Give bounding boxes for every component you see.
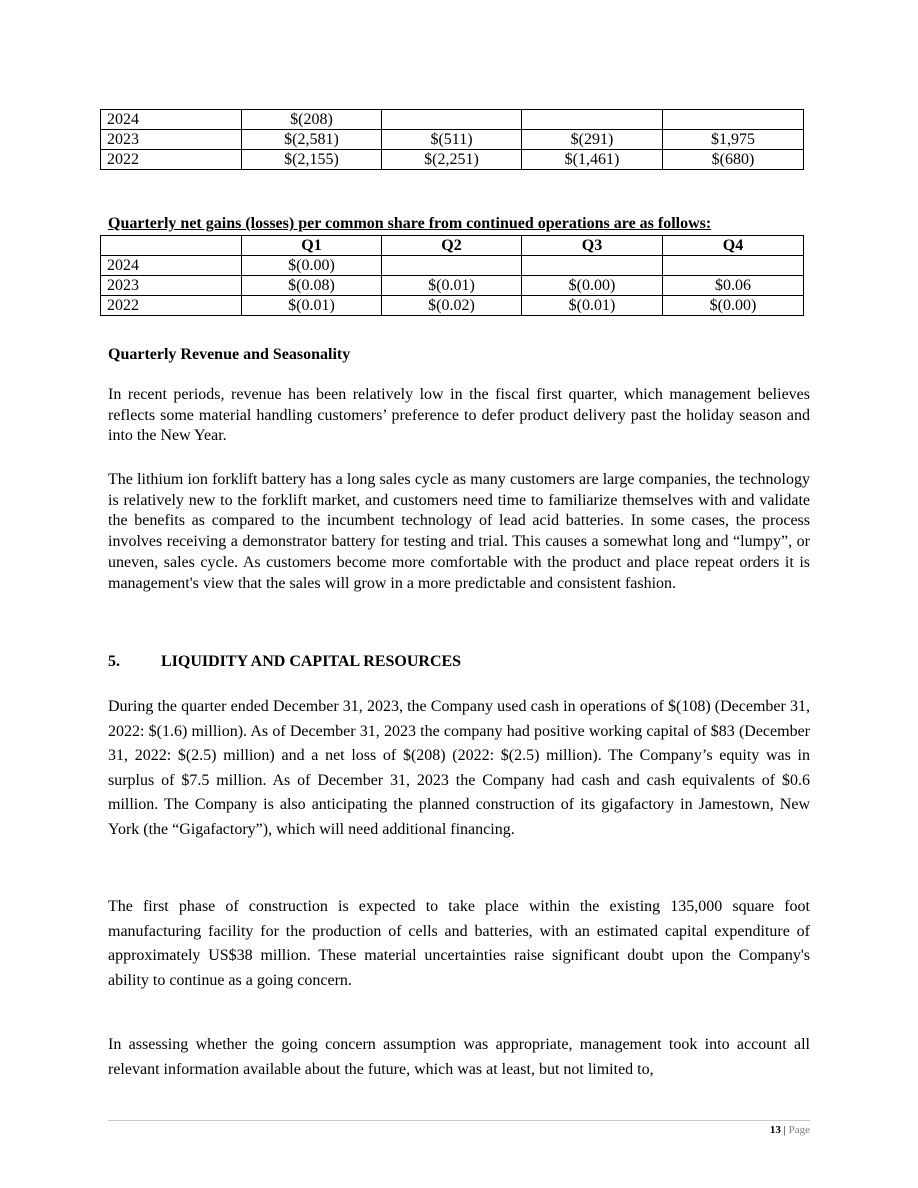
column-header: Q2 — [382, 236, 522, 256]
row-year: 2024 — [101, 256, 242, 276]
q1-value: $(0.01) — [242, 296, 382, 316]
q2-value — [382, 256, 522, 276]
table-row — [101, 276, 804, 296]
q4-value — [663, 110, 804, 130]
q3-value: $(291) — [522, 130, 663, 150]
table-row — [101, 130, 804, 150]
table-row — [101, 296, 804, 316]
section-heading: Quarterly Revenue and Seasonality — [108, 346, 351, 363]
page-footer — [770, 1123, 810, 1137]
q3-value: $(1,461) — [522, 150, 663, 170]
q2-value: $(0.01) — [382, 276, 522, 296]
q2-value: $(0.02) — [382, 296, 522, 316]
q4-value: $(0.00) — [663, 296, 804, 316]
q3-value: $(0.01) — [522, 296, 663, 316]
body-paragraph: The lithium ion forklift battery has a long sales cycle as many customers are large companies, the technology is relatively new to the forklift market, and customers need time to familiarize themselves with and validate the benefits as compared to the incumbent technology of lead acid batteries. In some cases, the process involves receiving a demonstrator battery for testing and trial. This causes a somewhat long and “lumpy”, or uneven, sales cycle. As customers become more comfortable with the product and place repeat orders it is management's view that the sales will grow in a more predictable and consistent fashion. — [108, 471, 810, 592]
column-header: Q4 — [663, 236, 804, 256]
footer-separator: | — [783, 1124, 786, 1136]
table-row — [101, 150, 804, 170]
q4-value: $(680) — [663, 150, 804, 170]
column-header — [101, 236, 242, 256]
body-paragraph: The first phase of construction is expected to take place within the existing 135,000 square foot manufacturing facility for the production of cells and batteries, with an estimated capital expenditure of approximately US$38 million. These material uncertainties raise significant doubt upon the Company's ability to continue as a going concern. — [108, 898, 810, 989]
page-label: Page — [788, 1124, 810, 1136]
q4-value: $0.06 — [663, 276, 804, 296]
section-title: LIQUIDITY AND CAPITAL RESOURCES — [161, 653, 462, 670]
q4-value — [663, 256, 804, 276]
section-number: 5. — [108, 653, 120, 670]
section-5-heading — [108, 652, 461, 672]
row-year: 2024 — [101, 110, 242, 130]
q1-value: $(2,581) — [242, 130, 382, 150]
eps-table — [100, 235, 804, 316]
column-header: Q3 — [522, 236, 663, 256]
table-row — [101, 256, 804, 276]
q1-value: $(0.00) — [242, 256, 382, 276]
q1-value: $(2,155) — [242, 150, 382, 170]
body-paragraph: During the quarter ended December 31, 2023, the Company used cash in operations of $(108) (December 31, 2022: $(1.6) million). As of December 31, 2023 the company had positive working capital of $83 (December 31, 2022: $(2.5) million) and a net loss of $(208) (2022: $(2.5) million). The Company’s equity was in surplus of $7.5 million. As of December 31, 2023 the Company had cash and cash equivalents of $0.6 million. The Company is also anticipating the planned construction of its gigafactory in Jamestown, New York (the “Gigafactory”), which will need additional financing. — [108, 698, 810, 838]
q2-value: $(511) — [382, 130, 522, 150]
q3-value — [522, 110, 663, 130]
row-year: 2022 — [101, 296, 242, 316]
column-header: Q1 — [242, 236, 382, 256]
row-year: 2023 — [101, 130, 242, 150]
body-paragraph: In assessing whether the going concern assumption was appropriate, management took into account all relevant information available about the future, which was at least, but not limited to, — [108, 1036, 810, 1078]
page-number: 13 — [769, 1124, 781, 1136]
q2-value: $(2,251) — [382, 150, 522, 170]
row-year: 2022 — [101, 150, 242, 170]
q1-value: $(0.08) — [242, 276, 382, 296]
table-header-row — [101, 236, 804, 256]
q2-value — [382, 110, 522, 130]
quarterly-net-loss-table — [100, 109, 804, 170]
table-row — [101, 110, 804, 130]
q3-value — [522, 256, 663, 276]
q3-value: $(0.00) — [522, 276, 663, 296]
eps-table-title: Quarterly net gains (losses) per common share from continued operations are as follows: — [108, 215, 712, 232]
q1-value: $(208) — [242, 110, 382, 130]
row-year: 2023 — [101, 276, 242, 296]
body-paragraph: In recent periods, revenue has been relatively low in the fiscal first quarter, which management believes reflects some material handling customers’ preference to defer product delivery past the holiday season and into the New Year. — [108, 386, 810, 445]
footer-divider — [108, 1120, 810, 1121]
q4-value: $1,975 — [663, 130, 804, 150]
